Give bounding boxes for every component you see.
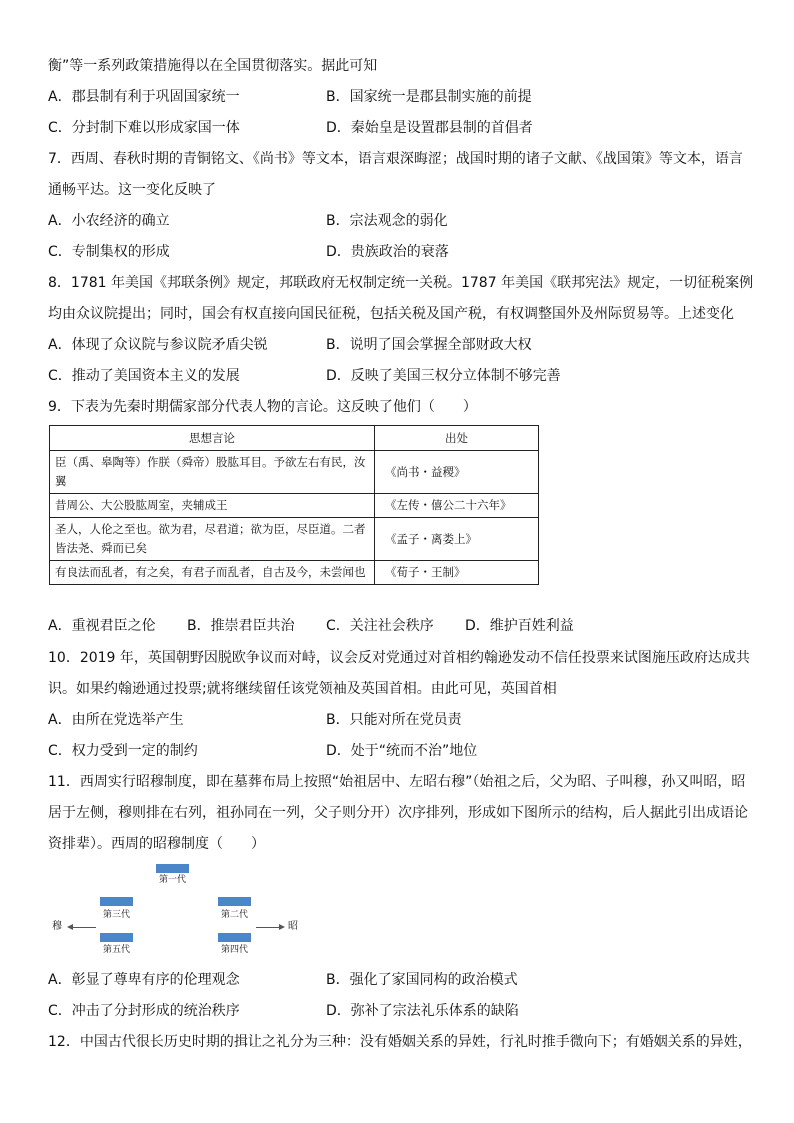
table-cell-source: 《荀子・王制》	[375, 561, 539, 585]
gen1-box	[156, 864, 189, 873]
table-header-source: 出处	[375, 426, 539, 451]
q10-stem-line1: 10．2019 年，英国朝野因脱欧争议而对峙，议会反对党通过对首相约翰逊发动不信任投票来试图施压政府达成共	[48, 650, 750, 666]
gen2-box	[218, 897, 251, 906]
q11-option-a[interactable]: A．彰显了尊卑有序的伦理观念	[48, 972, 240, 988]
table-row	[50, 494, 539, 518]
q11-option-c[interactable]: C．冲击了分封形成的统治秩序	[48, 1003, 240, 1019]
q9-quotes-table	[49, 425, 539, 585]
q7-option-b[interactable]: B．宗法观念的弱化	[326, 213, 448, 229]
gen1-label: 第一代	[159, 875, 187, 885]
mu-label: 穆	[52, 921, 62, 932]
q12-stem-line1: 12．中国古代很长历史时期的揖让之礼分为三种：没有婚姻关系的异姓，行礼时推手微向下；有婚姻关系的异姓，	[48, 1034, 752, 1050]
q9-option-c[interactable]: C．关注社会秩序	[326, 618, 434, 634]
q8-option-d[interactable]: D．反映了美国三权分立体制不够完善	[326, 368, 561, 384]
q8-stem-line2: 均由众议院提出；同时，国会有权直接向国民征税，包括关税及国产税，有权调整国外及州际贸易等。上述变化	[48, 306, 734, 322]
table-cell-source: 《尚书・益稷》	[375, 451, 539, 494]
q6-option-b[interactable]: B．国家统一是郡县制实施的前提	[326, 89, 532, 105]
q11-option-b[interactable]: B．强化了家国同构的政治模式	[326, 972, 518, 988]
q8-stem-line1: 8．1781 年美国《邦联条例》规定，邦联政府无权制定统一关税。1787 年美国《联邦宪法》规定，一切征税案例	[48, 275, 754, 291]
q11-stem-line1: 11．西周实行昭穆制度，即在墓葬布局上按照“始祖居中、左昭右穆”（始祖之后，父为昭、子叫穆，孙又叫昭，昭	[48, 774, 746, 790]
right-arrowhead-icon	[279, 924, 285, 930]
table-header-quote: 思想言论	[50, 426, 375, 451]
table-header-row	[50, 426, 539, 451]
q6-stem-tail: 衡”等一系列政策措施得以在全国贯彻落实。据此可知	[48, 58, 378, 74]
q10-option-c[interactable]: C．权力受到一定的制约	[48, 743, 198, 759]
zhao-label: 昭	[288, 921, 298, 932]
gen3-label: 第三代	[103, 910, 131, 920]
q6-option-c[interactable]: C．分封制下难以形成家国一体	[48, 120, 240, 136]
q9-option-a[interactable]: A．重视君臣之伦	[48, 618, 156, 634]
table-cell-quote: 圣人，人伦之至也。欲为君，尽君道；欲为臣，尽臣道。二者皆法尧、舜而已矣	[50, 518, 375, 561]
q11-stem-line2: 居于左侧，穆则排在右列，祖孙同在一列，父子则分开）次序排列，形成如下图所示的结构，后人据此引出成语论	[48, 805, 748, 821]
q8-option-c[interactable]: C．推动了美国资本主义的发展	[48, 368, 240, 384]
q10-option-b[interactable]: B．只能对所在党员责	[326, 712, 462, 728]
q10-stem-line2: 识。如果约翰逊通过投票;就将继续留任该党领袖及英国首相。由此可见，英国首相	[48, 681, 557, 697]
q6-option-a[interactable]: A．郡县制有利于巩固国家统一	[48, 89, 240, 105]
table-row	[50, 561, 539, 585]
right-arrow-line	[256, 927, 280, 928]
table-cell-quote: 臣（禹、皋陶等）作朕（舜帝）股肱耳目。予欲左右有民，汝翼	[50, 451, 375, 494]
q8-option-a[interactable]: A．体现了众议院与参议院矛盾尖锐	[48, 337, 268, 353]
q10-option-d[interactable]: D．处于“统而不治”地位	[326, 743, 478, 759]
gen3-box	[100, 897, 133, 906]
q7-stem-line2: 通畅平达。这一变化反映了	[48, 182, 216, 198]
gen4-box	[218, 933, 251, 942]
q6-option-d[interactable]: D．秦始皇是设置郡县制的首倡者	[326, 120, 533, 136]
q11-stem-line3: 资排辈）。西周的昭穆制度（ ）	[48, 836, 265, 852]
q7-option-d[interactable]: D．贵族政治的衰落	[326, 244, 449, 260]
gen4-label: 第四代	[221, 945, 249, 955]
q9-option-b[interactable]: B．推崇君臣共治	[187, 618, 295, 634]
gen5-label: 第五代	[103, 945, 131, 955]
table-cell-quote: 昔周公、大公股肱周室，夹辅成王	[50, 494, 375, 518]
q9-option-d[interactable]: D．维护百姓利益	[465, 618, 574, 634]
q8-option-b[interactable]: B．说明了国会掌握全部财政大权	[326, 337, 532, 353]
table-row	[50, 451, 539, 494]
gen5-box	[100, 933, 133, 942]
q11-option-d[interactable]: D．弥补了宗法礼乐体系的缺陷	[326, 1003, 519, 1019]
q7-option-a[interactable]: A．小农经济的确立	[48, 213, 170, 229]
gen2-label: 第二代	[221, 910, 249, 920]
left-arrow-line	[72, 927, 96, 928]
table-cell-source: 《孟子・离娄上》	[375, 518, 539, 561]
q10-option-a[interactable]: A．由所在党选举产生	[48, 712, 184, 728]
q9-stem: 9．下表为先秦时期儒家部分代表人物的言论。这反映了他们（ ）	[48, 399, 477, 415]
zhaomu-diagram	[48, 858, 308, 958]
q7-option-c[interactable]: C．专制集权的形成	[48, 244, 170, 260]
table-row	[50, 518, 539, 561]
q7-stem-line1: 7．西周、春秋时期的青铜铭文、《尚书》等文本，语言艰深晦涩；战国时期的诸子文献、《战国策》等文本，语言	[48, 151, 743, 167]
table-cell-quote: 有良法而乱者，有之矣，有君子而乱者，自古及今，未尝闻也	[50, 561, 375, 585]
table-cell-source: 《左传・僖公二十六年》	[375, 494, 539, 518]
